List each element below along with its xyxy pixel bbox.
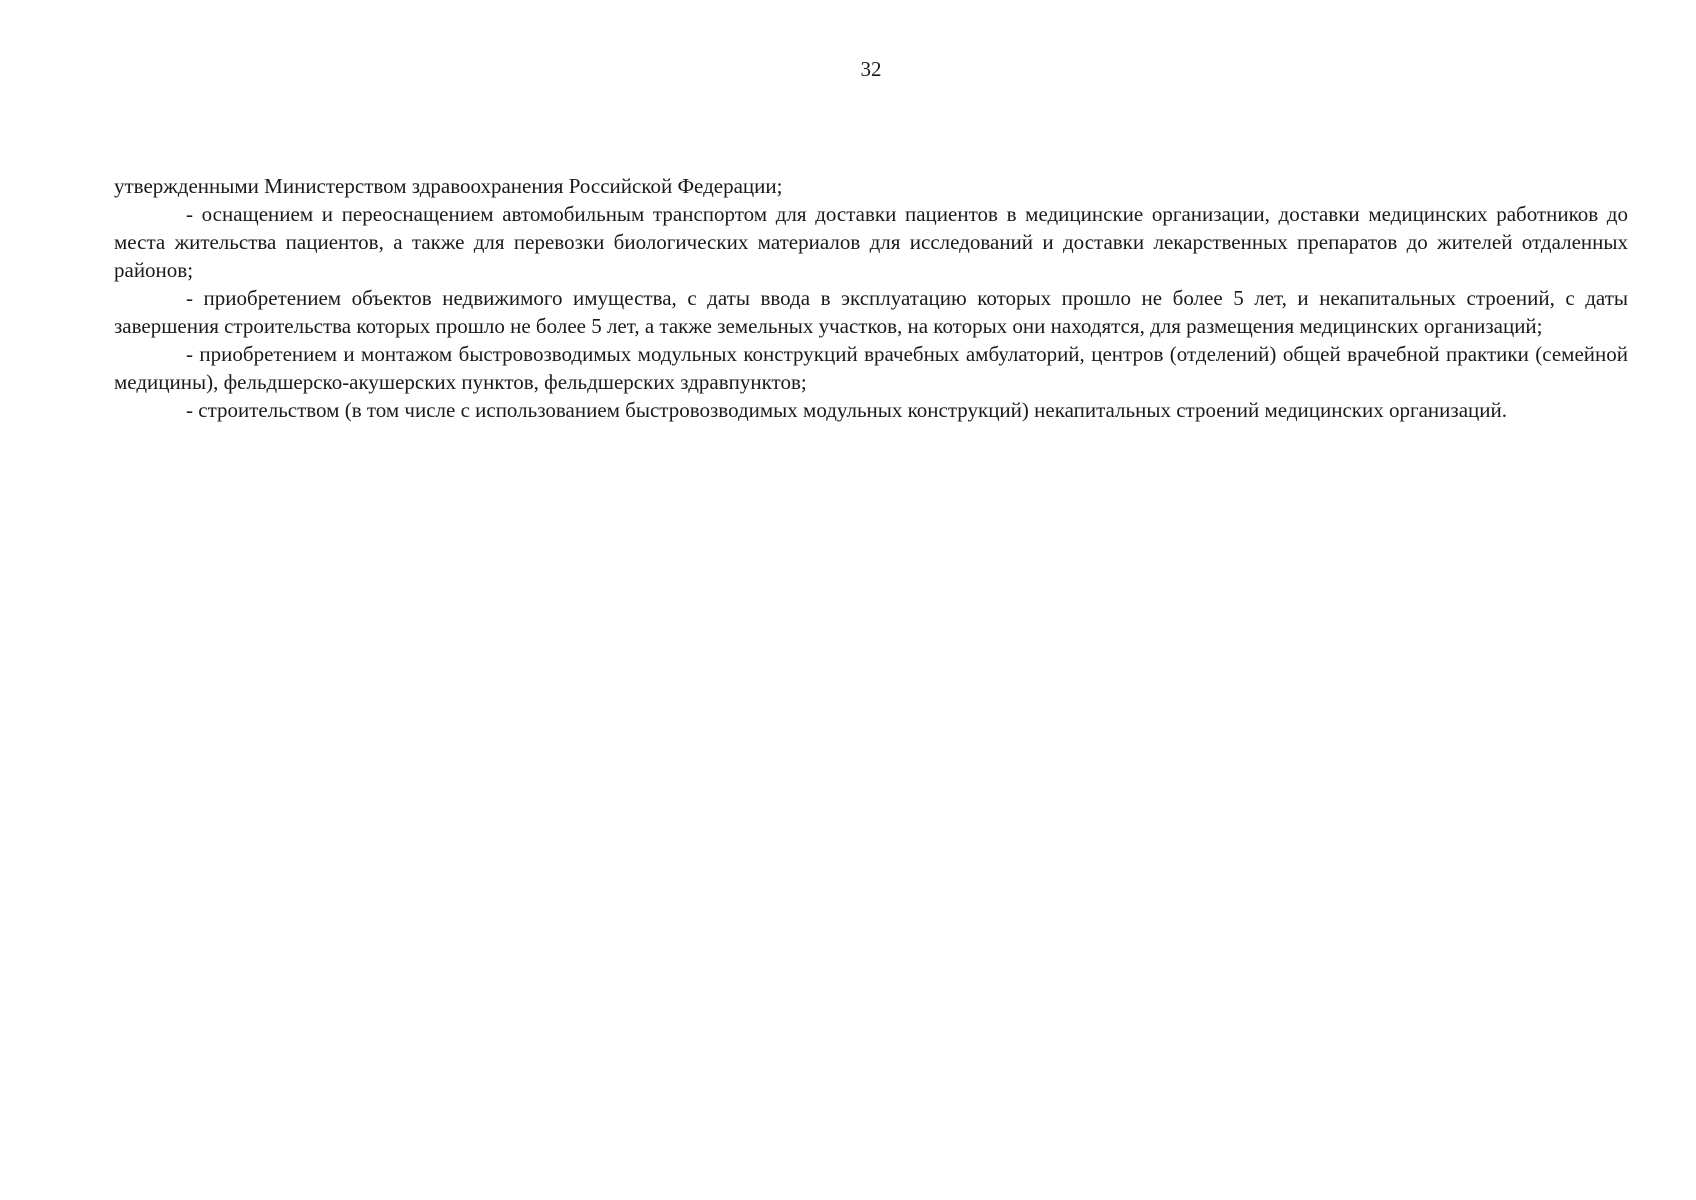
page-number: 32 — [860, 57, 882, 81]
paragraph-vehicles: - оснащением и переоснащением автомобильным транспортом для доставки пациентов в медицинские организации, доставки медицинских работников до места жительства пациентов, а также для перевозки биологических материалов для исследований и доставки лекарственных препаратов до жителей отдаленных районов; — [114, 202, 1628, 282]
paragraph-real-estate: - приобретением объектов недвижимого имущества, с даты ввода в эксплуатацию которых прошло не более 5 лет, и некапитальных строений, с даты завершения строительства которых прошло не более 5 лет, а также земельных участков, на которых они находятся, для размещения медицинских организаций; — [114, 286, 1628, 338]
paragraph-continuation: утвержденными Министерством здравоохранения Российской Федерации; — [114, 174, 783, 198]
paragraph-modular-structures: - приобретением и монтажом быстровозводимых модульных конструкций врачебных амбулаторий, центров (отделений) общей врачебной практики (семейной медицины), фельдшерско-акушерских пунктов, фельдшерских здравпунктов; — [114, 342, 1628, 394]
paragraph-construction: - строительством (в том числе с использованием быстровозводимых модульных конструкций) некапитальных строений медицинских организаций. — [186, 398, 1507, 422]
document-body — [114, 172, 1628, 424]
